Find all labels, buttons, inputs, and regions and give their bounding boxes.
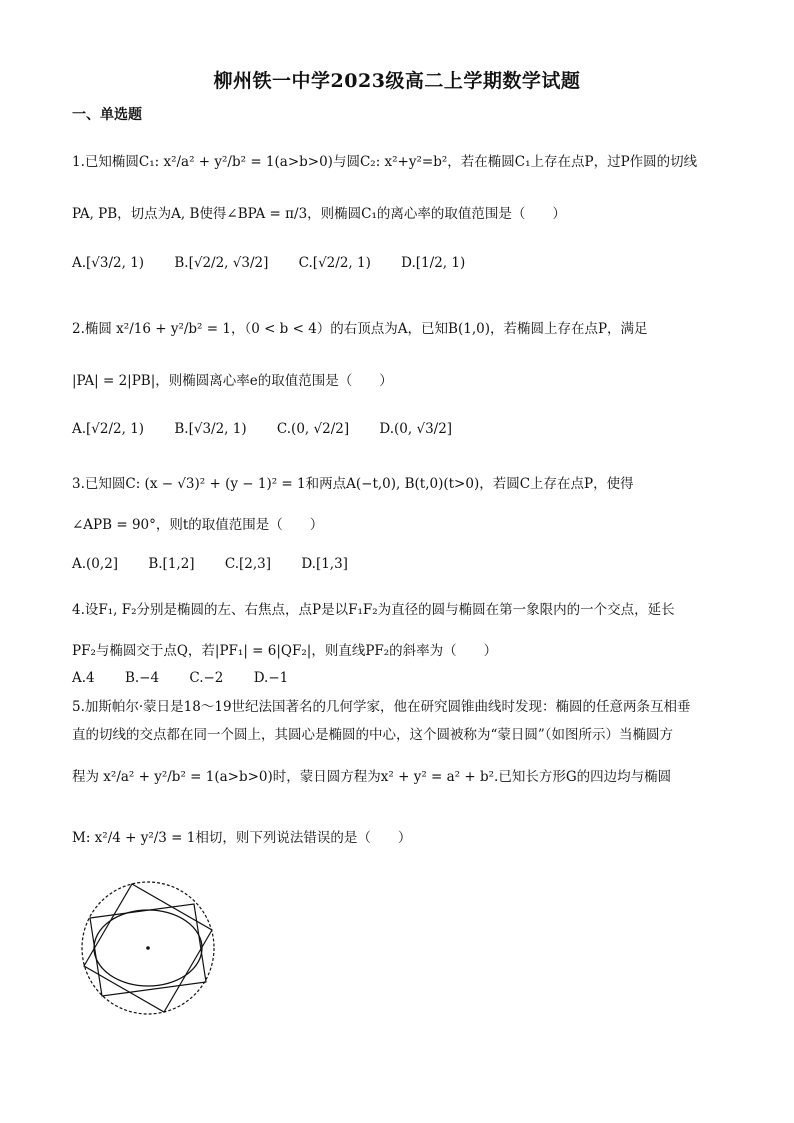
q5-line-2: 直的切线的交点都在同一个圆上，其圆心是椭圆的中心，这个圆被称为“蒙日圆”（如图所示）当椭圆方 (72, 727, 674, 743)
q2-option-a: A.[√2/2, 1) (72, 421, 145, 437)
q4-option-c: C.−2 (189, 670, 224, 686)
q2-option-b: B.[√3/2, 1) (174, 421, 247, 437)
q3-option-a: A.(0,2] (72, 556, 119, 572)
section-heading: 一、单选题 (72, 107, 142, 123)
q1-option-d: D.[1/2, 1) (401, 255, 466, 271)
q2-line-1: 2.椭圆 x²/16 + y²/b² = 1，（0 < b < 4）的右顶点为A，已知B(1,0)，若椭圆上存在点P，满足 (72, 321, 648, 337)
q4-options (72, 670, 314, 686)
q1-options (72, 255, 491, 271)
q3-option-c: C.[2,3] (224, 556, 272, 572)
monge-circle-figure (78, 872, 228, 1026)
page-title: 柳州铁一中学2023级高二上学期数学试题 (213, 70, 581, 92)
q3-option-b: B.[1,2] (148, 556, 195, 572)
q1-line-1: 1.已知椭圆C₁: x²/a² + y²/b² = 1(a>b>0)与圆C₂: x²+y²=b²，若在椭圆C₁上存在点P，过P作圆的切线 (72, 154, 698, 170)
q5-line-1: 5.加斯帕尔·蒙日是18～19世纪法国著名的几何学家，他在研究圆锥曲线时发现：椭圆的任意两条互相垂 (72, 699, 691, 715)
q1-option-c: C.[√2/2, 1) (298, 255, 371, 271)
tangent-rectangle-1 (90, 904, 206, 996)
q2-option-d: D.(0, √3/2] (379, 421, 453, 437)
q4-option-b: B.−4 (124, 670, 160, 686)
q5-line-3: 程为 x²/a² + y²/b² = 1(a>b>0)时，蒙日圆方程为x² + y² = a² + b².已知长方形G的四边均与椭圆 (72, 769, 672, 785)
monge-circle-diagram (78, 872, 228, 1022)
q4-line-1: 4.设F₁, F₂分别是椭圆的左、右焦点，点P是以F₁F₂为直径的圆与椭圆在第一象限内的一个交点，延长 (72, 602, 675, 618)
q3-options (72, 556, 374, 572)
q2-options (72, 421, 478, 437)
q1-line-2: PA, PB，切点为A, B使得∠BPA = π/3，则椭圆C₁的离心率的取值范围是（ ） (72, 206, 566, 222)
q1-option-a: A.[√3/2, 1) (72, 255, 145, 271)
q2-option-c: C.(0, √2/2] (276, 421, 350, 437)
q4-line-2: PF₂与椭圆交于点Q，若|PF₁| = 6|QF₂|，则直线PF₂的斜率为（ ） (72, 643, 498, 659)
q3-option-d: D.[1,3] (301, 556, 348, 572)
q5-line-4: M: x²/4 + y²/3 = 1相切，则下列说法错误的是（ ） (72, 830, 412, 846)
q2-line-2: |PA| = 2|PB|，则椭圆离心率e的取值范围是（ ） (72, 373, 393, 389)
q3-line-1: 3.已知圆C: (x − √3)² + (y − 1)² = 1和两点A(−t,0), B(t,0)(t>0)，若圆C上存在点P，使得 (72, 476, 634, 492)
q4-option-d: D.−1 (253, 670, 289, 686)
q3-line-2: ∠APB = 90°，则t的取值范围是（ ） (72, 517, 324, 533)
center-point (146, 946, 150, 950)
q1-option-b: B.[√2/2, √3/2] (174, 255, 269, 271)
q4-option-a: A.4 (72, 670, 95, 686)
